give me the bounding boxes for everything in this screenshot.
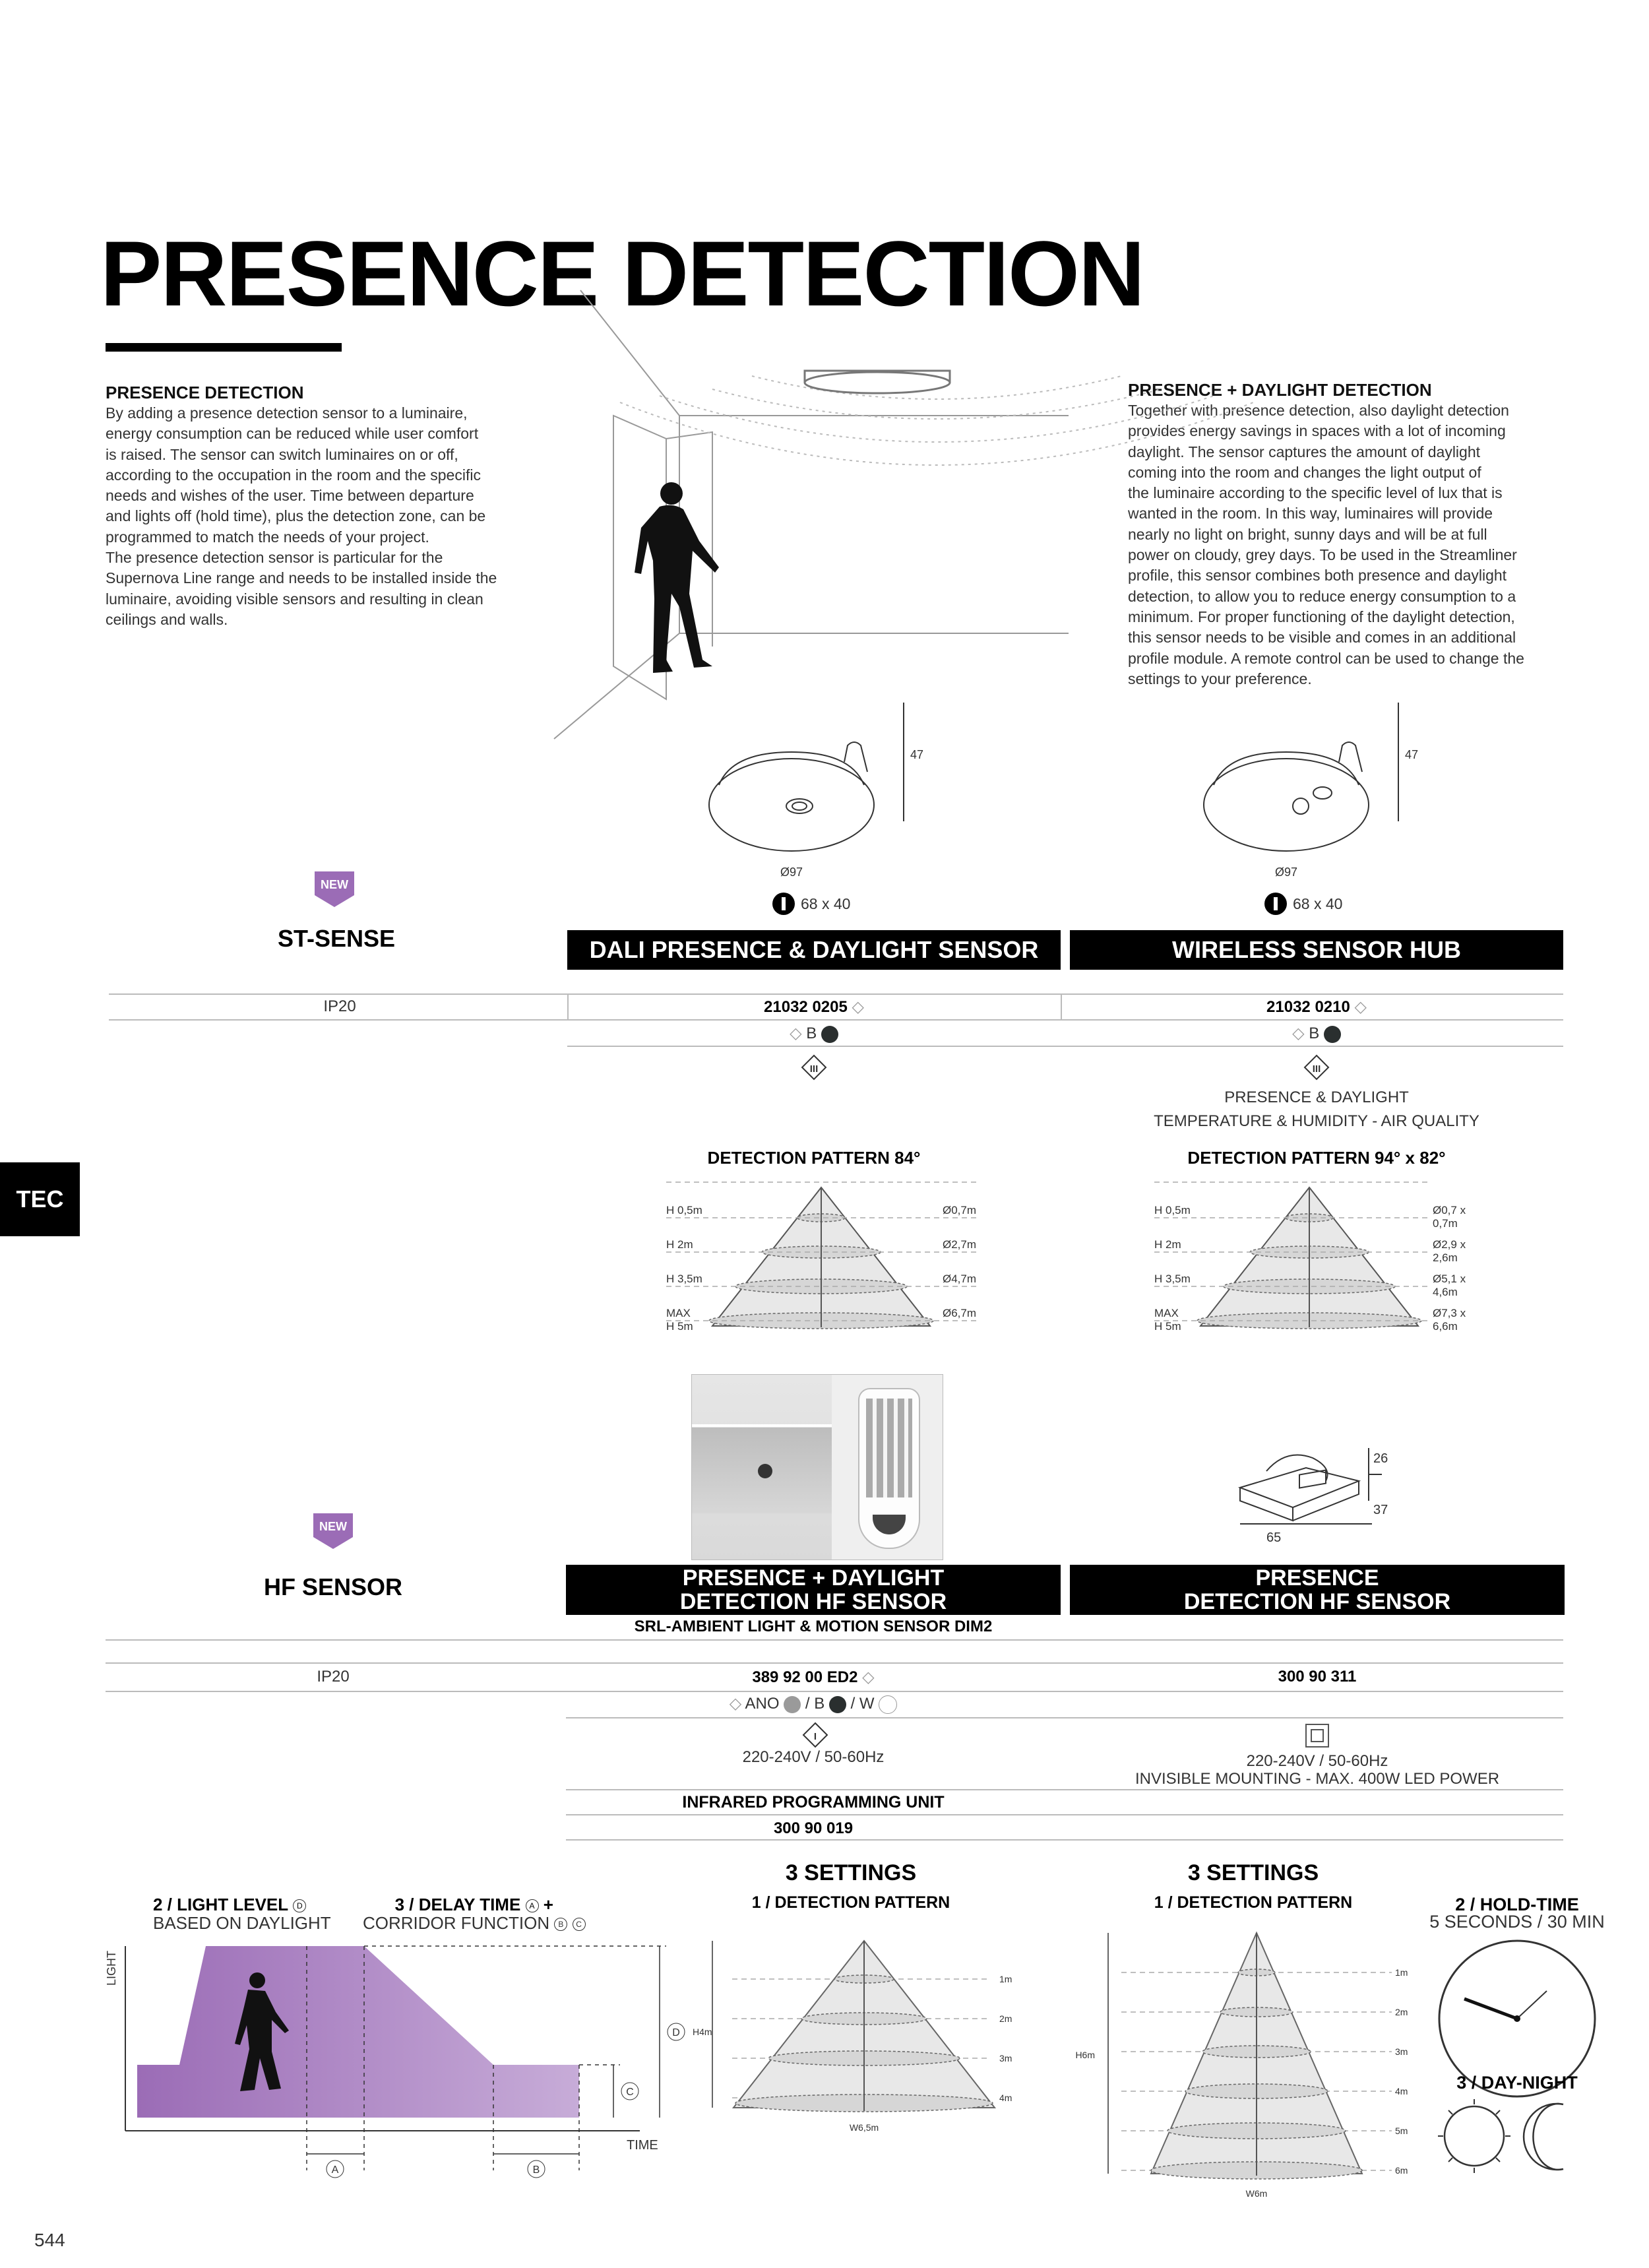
color-options [566,1694,1061,1714]
width-label: W6,5m [849,2122,879,2133]
marker-c-icon: C [573,1918,586,1931]
room-illustration [554,290,1069,739]
cutout-icon [772,892,795,916]
marker-c: C [626,2087,634,2098]
intro-right-heading: PRESENCE + DAYLIGHT DETECTION [1128,380,1432,400]
accessory-title: INFRARED PROGRAMMING UNIT [682,1793,945,1811]
intro-left-line: programmed to match the needs of your project. [106,528,429,546]
product-code: 300 90 311 [1278,1668,1357,1685]
dimension-diameter: Ø97 [780,866,803,879]
diameter-label: 0,7m [1433,1217,1458,1230]
intro-right-line: provides energy savings in spaces with a lot of incoming [1128,422,1506,440]
class-iii-icon [801,1054,827,1081]
intro-right-text [1128,400,1590,689]
distance-label: 2m [999,2013,1012,2024]
distance-label: 4m [1395,2086,1408,2096]
intro-left-line: is raised. The sensor can switch luminaires on or off, [106,445,458,463]
x-axis-label: TIME [627,2138,658,2153]
height-label: H6m [1075,2050,1095,2060]
marker-a-icon: A [526,1899,539,1912]
diameter-label: Ø7,3 x [1433,1307,1466,1319]
delay-time-title: 3 / DELAY TIME [394,1895,521,1914]
color-code: / B [805,1695,825,1713]
light-level-heading [153,1895,331,1934]
title-underline [106,343,342,352]
table-rule [566,1717,1563,1718]
power-spec: 220-240V / 50-60Hz [742,1748,885,1766]
hub-feature-2: TEMPERATURE & HUMIDITY - AIR QUALITY [1154,1112,1479,1130]
intro-left-line: ceilings and walls. [106,610,228,628]
hold-time-sub: 5 SECONDS / 30 MIN [1429,1912,1605,1932]
ip-rating: IP20 [323,997,356,1015]
product-name-st-sense: ST-SENSE [277,925,396,952]
table-rule [109,993,1563,995]
table-rule [567,1046,1563,1047]
diameter-label: Ø0,7m [942,1204,976,1216]
marker-d-icon: D [293,1899,306,1912]
intro-left-line: By adding a presence detection sensor to a luminaire, [106,404,468,422]
code-value: 21032 0205 [764,998,848,1016]
intro-right-line: minimum. For proper functioning of the daylight detection, [1128,608,1515,625]
class-label: I [813,1731,817,1742]
color-code: ANO [745,1695,780,1713]
pattern-title-1: DETECTION PATTERN 84° [707,1148,921,1168]
black-swatch [821,1026,838,1043]
distance-label: 1m [999,1974,1012,1984]
height-label: H 2m [1154,1238,1181,1251]
intro-right-line: the luminaire according to the specific level of lux that is [1128,484,1503,502]
table-rule [106,1691,1563,1692]
title-line: PRESENCE [1255,1565,1379,1591]
hold-time-title: 2 / HOLD-TIME [1455,1895,1579,1914]
table-divider [1061,993,1062,1020]
dimension-diameter: Ø97 [1274,866,1298,879]
table-rule [109,1019,1563,1021]
new-badge-label: NEW [321,878,348,891]
distance-label: 4m [999,2093,1012,2103]
intro-left-line: Supernova Line range and needs to be installed inside the [106,569,497,587]
detection-cone-hf-left [660,1933,1029,2144]
class-ii-icon [1305,1723,1330,1748]
remote-photo [832,1375,943,1559]
settings-title-left: 3 SETTINGS [785,1860,917,1885]
sensor-drawing-1 [693,699,943,879]
product-name-hf-sensor: HF SENSOR [263,1573,403,1600]
distance-label: 1m [1395,1967,1408,1978]
diamond-icon: ◇ [862,1668,875,1686]
remote-icon [858,1388,920,1549]
cutout-icon [1264,892,1288,916]
color-code: / W [850,1695,875,1713]
table-rule [566,1789,1563,1790]
white-swatch [879,1695,897,1714]
product-title-dali: DALI PRESENCE & DAYLIGHT SENSOR [567,930,1061,970]
dimension-a: 26 [1373,1451,1388,1466]
intro-right-line: detection, to allow you to reduce energy consumption to a [1128,587,1516,605]
diamond-icon: ◇ [1292,1024,1305,1042]
distance-label: 2m [1395,2007,1408,2017]
cutout-2 [1264,892,1342,916]
new-badge-st-sense [311,867,358,914]
detection-cone-2 [1148,1181,1484,1346]
mounting-spec: INVISIBLE MOUNTING - MAX. 400W LED POWER [1135,1770,1500,1788]
height-label: H 2m [666,1238,693,1251]
light-level-sub: BASED ON DAYLIGHT [153,1913,331,1933]
light-curve [137,1946,579,2118]
sun-icon [1438,2099,1510,2173]
day-night-icons [1438,2098,1616,2177]
diameter-label: Ø6,7m [942,1307,976,1319]
marker-b-icon: B [554,1918,567,1931]
light-level-title: 2 / LIGHT LEVEL [153,1895,289,1914]
intro-left-text [106,403,541,630]
diameter-label: Ø2,9 x [1433,1238,1466,1251]
diameter-label: 6,6m [1433,1320,1458,1333]
intro-right-line: this sensor needs to be visible and comes in an additional [1128,629,1516,646]
height-label: H 5m [1154,1320,1181,1333]
class-label: III [1312,1063,1321,1075]
ip-rating: IP20 [317,1668,350,1685]
height-label: MAX [1154,1307,1179,1319]
person-icon [635,482,719,673]
color-code: B [1309,1024,1320,1042]
page-title: PRESENCE DETECTION [100,222,1144,325]
profile-photo [692,1375,832,1559]
black-swatch [829,1696,846,1713]
intro-left-line: according to the occupation in the room and the specific [106,466,481,484]
intro-left [106,383,541,630]
cutout-1 [772,892,850,916]
settings-sub-left: 1 / DETECTION PATTERN [751,1893,950,1912]
height-label: H 0,5m [666,1204,702,1216]
detection-cone-hf-right [1069,1920,1412,2210]
black-swatch [1324,1026,1341,1043]
diamond-icon: ◇ [729,1695,742,1713]
table-rule [566,1814,1563,1815]
title-line: PRESENCE + DAYLIGHT [682,1565,945,1591]
distance-label: 5m [1395,2126,1408,2136]
page-number: 544 [34,2230,65,2250]
dimension-height: 47 [1405,748,1419,761]
table-rule [106,1639,1563,1641]
diamond-icon: ◇ [852,998,864,1016]
product-title-hf-presence [1070,1565,1565,1615]
hf-sensor-drawing [1227,1441,1398,1560]
intro-left-line: needs and wishes of the user. Time between departure [106,487,474,505]
marker-a: A [331,2164,339,2176]
intro-right-line: coming into the room and changes the light output of [1128,463,1481,481]
title-line: DETECTION HF SENSOR [1183,1589,1451,1614]
distance-label: 3m [999,2053,1012,2063]
code-value: 21032 0210 [1266,998,1350,1016]
distance-label: 3m [1395,2046,1408,2057]
product-code [566,1668,1061,1687]
intro-right-line: power on cloudy, grey days. To be used in the Streamliner [1128,546,1517,564]
diameter-label: Ø4,7m [942,1273,976,1285]
intro-right-line: profile module. A remote control can be used to change the [1128,649,1524,667]
marker-b: B [532,2164,540,2176]
light-time-graph [99,1933,693,2184]
cutout-size: 68 x 40 [801,895,851,912]
sensor-drawing-2 [1187,699,1438,879]
intro-right-line: wanted in the room. In this way, luminaires will provide [1128,505,1493,522]
dimension-height: 47 [910,748,924,761]
height-label: H4m [693,2027,712,2037]
diamond-icon: ◇ [1354,998,1367,1016]
hub-feature-1: PRESENCE & DAYLIGHT [1224,1088,1409,1106]
section-tab-tec: TEC [0,1162,80,1236]
color-code: B [806,1024,817,1042]
detection-cone-1 [660,1181,983,1346]
width-label: W6m [1245,2188,1268,2199]
product-subtitle: SRL-AMBIENT LIGHT & MOTION SENSOR DIM2 [634,1618,993,1635]
height-label: H 3,5m [666,1273,702,1285]
product-photo [691,1374,943,1560]
pattern-title-2: DETECTION PATTERN 94° x 82° [1187,1148,1446,1168]
diamond-icon: ◇ [790,1024,802,1042]
dimension-b: 37 [1373,1503,1388,1517]
class-label: III [809,1063,819,1075]
delay-time-sub: CORRIDOR FUNCTION [363,1913,550,1933]
table-rule [566,1839,1563,1841]
intro-left-line: energy consumption can be reduced while user comfort [106,425,479,443]
intro-right-line: Together with presence detection, also daylight detection [1128,402,1509,419]
table-rule [106,1662,1563,1664]
plus-sign: + [543,1895,553,1914]
height-label: MAX [666,1307,691,1319]
settings-title-right: 3 SETTINGS [1187,1860,1319,1885]
intro-right [1128,380,1590,689]
height-label: H 3,5m [1154,1273,1191,1285]
color-options [567,1024,1061,1043]
power-spec: 220-240V / 50-60Hz [1246,1752,1388,1770]
intro-right-line: settings to your preference. [1128,670,1312,687]
product-code [567,997,1061,1017]
intro-left-heading: PRESENCE DETECTION [106,383,304,402]
height-label: H 5m [666,1320,693,1333]
title-line: DETECTION HF SENSOR [679,1589,947,1614]
diameter-label: 4,6m [1433,1286,1458,1298]
intro-left-line: luminaire, avoiding visible sensors and resulting in clean [106,590,483,608]
class-i-icon [802,1722,828,1748]
code-value: 389 92 00 ED2 [752,1668,858,1686]
dimension-c: 65 [1266,1530,1282,1545]
diameter-label: Ø2,7m [942,1238,976,1251]
day-night-title: 3 / DAY-NIGHT [1456,2073,1578,2093]
intro-right-line: nearly no light on bright, sunny days and will be at full [1128,525,1487,543]
moon-icon [1524,2104,1563,2170]
diameter-label: 2,6m [1433,1251,1458,1264]
delay-time-heading [363,1895,586,1934]
product-title-hf-daylight [566,1565,1061,1615]
marker-d: D [672,2027,680,2038]
class-iii-icon [1303,1054,1330,1081]
product-title-wireless: WIRELESS SENSOR HUB [1070,930,1563,970]
sensor-eye [758,1464,772,1478]
intro-left-line: The presence detection sensor is particular for the [106,549,443,567]
new-badge-hf-sensor [310,1509,356,1556]
diameter-label: Ø0,7 x [1433,1204,1466,1216]
color-options [1070,1024,1563,1043]
height-label: H 0,5m [1154,1204,1191,1216]
intro-right-line: daylight. The sensor captures the amount of daylight [1128,443,1481,460]
cutout-size: 68 x 40 [1293,895,1343,912]
new-badge-label: NEW [319,1520,347,1533]
diameter-label: Ø5,1 x [1433,1273,1466,1285]
accessory-code: 300 90 019 [773,1819,854,1837]
anodised-swatch [784,1696,801,1713]
distance-label: 6m [1395,2165,1408,2176]
settings-sub-right: 1 / DETECTION PATTERN [1154,1893,1353,1912]
y-axis-label: LIGHT [105,1950,118,1986]
intro-left-line: and lights off (hold time), plus the detection zone, can be [106,507,486,525]
product-code [1070,997,1563,1017]
intro-right-line: profile, this sensor combines both presence and daylight [1128,567,1507,584]
